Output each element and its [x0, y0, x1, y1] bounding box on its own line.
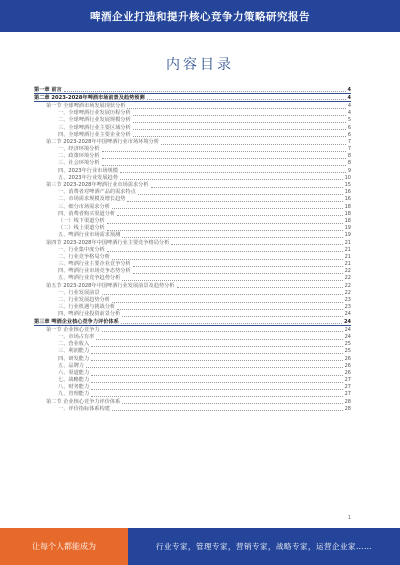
- toc-leader-dots: [86, 366, 343, 368]
- toc-row[interactable]: [34, 398, 351, 405]
- toc-label: 三、啤酒行业主要企业竞争分析: [58, 261, 131, 268]
- toc-page-number: 21: [344, 246, 351, 253]
- toc-label: 第四节 2023-2028年中国啤酒行业主要竞争格局分析: [46, 239, 170, 246]
- toc-page-number: 27: [344, 377, 351, 384]
- toc-label: 四、啤酒行业市场竞争态势分析: [58, 268, 131, 275]
- toc-leader-dots: [91, 388, 342, 390]
- toc-page-number: 4: [347, 102, 351, 109]
- toc-page-number: 27: [344, 391, 351, 398]
- toc-label: （一）线下渠道分析: [58, 217, 105, 224]
- toc-label: 二、政策环境分析: [58, 153, 100, 160]
- toc-row[interactable]: [34, 203, 351, 210]
- toc-row[interactable]: [34, 124, 351, 131]
- toc-row[interactable]: [34, 311, 351, 318]
- toc-page-number: 21: [344, 261, 351, 268]
- toc-row[interactable]: [34, 189, 351, 196]
- toc-label: 一、评价指标体系构建: [58, 405, 110, 412]
- toc-page-number: 15: [344, 182, 351, 189]
- toc-label: 七、战略能力: [58, 377, 90, 384]
- toc-row[interactable]: [34, 405, 351, 412]
- toc-row[interactable]: [34, 117, 351, 124]
- toc-leader-dots: [112, 301, 343, 303]
- toc-row[interactable]: [34, 110, 351, 117]
- toc-label: 八、财务能力: [58, 384, 90, 391]
- toc-row[interactable]: [34, 102, 351, 109]
- toc-leader-dots: [102, 157, 346, 159]
- toc-page-number: 8: [347, 160, 351, 167]
- toc-leader-dots: [91, 352, 342, 354]
- toc-leader-dots: [91, 345, 342, 347]
- toc-page-number: 9: [347, 167, 351, 174]
- toc-page-number: 21: [344, 253, 351, 260]
- toc-label: 六、渠道能力: [58, 369, 90, 376]
- toc-row[interactable]: [34, 326, 351, 333]
- toc-page-number: 7: [347, 146, 351, 153]
- toc-page-number: 18: [344, 210, 351, 217]
- toc-row[interactable]: [34, 369, 351, 376]
- toc-leader-dots: [133, 265, 343, 267]
- toc-row[interactable]: [34, 167, 351, 174]
- header-bar: [0, 0, 400, 32]
- toc-label: 三、利润能力: [58, 348, 90, 355]
- toc-page-number: 24: [344, 326, 351, 333]
- toc-leader-dots: [102, 164, 346, 166]
- toc-label: 第一节 企业核心竞争力: [46, 326, 100, 333]
- toc-page-number: 26: [344, 362, 351, 369]
- toc-label: 四、消费者购买渠道分析: [58, 210, 116, 217]
- toc-row[interactable]: [34, 261, 351, 268]
- toc-page-number: 16: [344, 196, 351, 203]
- toc-leader-dots: [91, 395, 342, 397]
- toc-row[interactable]: [34, 225, 351, 232]
- toc-page-number: 24: [344, 311, 351, 318]
- table-of-contents: [34, 86, 351, 412]
- toc-label: 一、行业集中度分析: [58, 246, 105, 253]
- toc-row[interactable]: [34, 355, 351, 362]
- toc-leader-dots: [127, 200, 342, 202]
- toc-leader-dots: [102, 150, 346, 152]
- toc-row[interactable]: [34, 282, 351, 289]
- toc-page-number: 28: [344, 398, 351, 405]
- footer-right-panel: [128, 528, 400, 565]
- toc-leader-dots: [122, 236, 342, 238]
- toc-row[interactable]: [34, 246, 351, 253]
- toc-page-number: 4: [347, 86, 351, 93]
- toc-label: 第二节 2023-2028年中国啤酒行业市场环境分析: [46, 138, 159, 145]
- toc-leader-dots: [91, 359, 342, 361]
- toc-leader-dots: [120, 171, 346, 173]
- toc-page-number: 22: [344, 282, 351, 289]
- toc-leader-dots: [117, 308, 343, 310]
- toc-row[interactable]: [34, 174, 351, 181]
- toc-leader-dots: [107, 229, 343, 231]
- toc-leader-dots: [133, 114, 346, 116]
- toc-label: 第三章 啤酒企业核心竞争力评价体系: [34, 318, 119, 325]
- toc-leader-dots: [133, 272, 343, 274]
- toc-row[interactable]: [34, 210, 351, 217]
- toc-label: 四、2023年行业市场规模: [58, 167, 118, 174]
- toc-row[interactable]: [34, 377, 351, 384]
- toc-row[interactable]: [34, 146, 351, 153]
- toc-row[interactable]: [34, 239, 351, 246]
- toc-label: 一、全球啤酒行业发展历程分析: [58, 110, 131, 117]
- toc-label: 第二章 2023-2028年啤酒市场前景及趋势预测: [34, 94, 145, 101]
- toc-page-number: 19: [344, 225, 351, 232]
- toc-leader-dots: [177, 286, 343, 288]
- toc-label: 二、营业收入: [58, 341, 90, 348]
- toc-leader-dots: [117, 214, 343, 216]
- toc-label: 一、行业发展前景: [58, 289, 100, 296]
- toc-label: 五、2023年行业发展趋势: [58, 174, 118, 181]
- toc-row[interactable]: [34, 362, 351, 369]
- toc-label: 第二节 企业核心竞争力评价体系: [46, 398, 121, 405]
- toc-leader-dots: [112, 409, 343, 411]
- report-title: 啤酒企业打造和提升核心竞争力策略研究报告: [90, 10, 310, 23]
- toc-page-number: 19: [344, 232, 351, 239]
- toc-row[interactable]: [34, 217, 351, 224]
- page-number: 1: [347, 515, 351, 521]
- toc-page-number: 26: [344, 369, 351, 376]
- toc-leader-dots: [138, 193, 343, 195]
- footer-right-text: 行业专家，管理专家，营销专家，战略专家，运营企业家……: [156, 542, 372, 551]
- toc-label: 三、全球啤酒行业主要区域分析: [58, 124, 131, 131]
- toc-page-number: 7: [347, 138, 351, 145]
- toc-leader-dots: [121, 322, 342, 324]
- toc-row[interactable]: [34, 138, 351, 145]
- toc-page-number: 24: [344, 318, 351, 325]
- toc-page-number: 16: [344, 189, 351, 196]
- toc-chapter-row[interactable]: [34, 318, 351, 325]
- toc-leader-dots: [122, 402, 342, 404]
- toc-label: 二、行业发展趋势分析: [58, 297, 110, 304]
- toc-page-number: 22: [344, 275, 351, 282]
- toc-page-number: 18: [344, 217, 351, 224]
- toc-leader-dots: [120, 178, 343, 180]
- toc-leader-dots: [91, 381, 342, 383]
- toc-leader-dots: [147, 98, 346, 100]
- toc-page-number: 28: [344, 405, 351, 412]
- toc-page-number: 23: [344, 304, 351, 311]
- toc-label: 第五节 2023-2028年中国啤酒行业发展前景及趋势分析: [46, 282, 175, 289]
- toc-row[interactable]: [34, 333, 351, 340]
- toc-label: 一、经济环境分析: [58, 146, 100, 153]
- toc-row[interactable]: [34, 384, 351, 391]
- toc-row[interactable]: [34, 196, 351, 203]
- toc-row[interactable]: [34, 131, 351, 138]
- toc-leader-dots: [96, 338, 342, 340]
- toc-label: 三、行业机遇与挑战分析: [58, 304, 116, 311]
- toc-label: 五、品牌力: [58, 362, 84, 369]
- toc-leader-dots: [102, 293, 343, 295]
- footer-left-panel: [0, 528, 128, 565]
- toc-row[interactable]: [34, 181, 351, 188]
- toc-row[interactable]: [34, 348, 351, 355]
- toc-page-number: 8: [347, 153, 351, 160]
- toc-chapter-row[interactable]: [34, 86, 351, 93]
- toc-leader-dots: [107, 250, 343, 252]
- toc-label: （二）线上渠道分析: [58, 225, 105, 232]
- toc-label: 四、啤酒行业投资前景分析: [58, 311, 121, 318]
- toc-page-number: 26: [344, 355, 351, 362]
- toc-leader-dots: [161, 143, 346, 145]
- toc-leader-dots: [91, 374, 342, 376]
- toc-leader-dots: [64, 90, 346, 92]
- toc-label: 一、消费者对啤酒产品的需求特点: [58, 189, 136, 196]
- toc-row[interactable]: [34, 268, 351, 275]
- toc-title: 内容目录: [166, 57, 234, 73]
- toc-page-number: 25: [344, 348, 351, 355]
- toc-label: 四、全球啤酒行业主要企业分析: [58, 131, 131, 138]
- toc-label: 二、行业竞争格局分析: [58, 253, 110, 260]
- toc-leader-dots: [133, 135, 346, 137]
- toc-page-number: 18: [344, 203, 351, 210]
- toc-row[interactable]: [34, 232, 351, 239]
- toc-leader-dots: [127, 107, 345, 109]
- footer-bar: [0, 528, 400, 565]
- toc-page-number: 10: [344, 174, 351, 181]
- toc-label: 四、研发能力: [58, 355, 90, 362]
- toc-row[interactable]: [34, 391, 351, 398]
- toc-leader-dots: [102, 330, 343, 332]
- toc-label: 第一节 全球啤酒市场发展现状分析: [46, 102, 126, 109]
- toc-page-number: 4: [347, 94, 351, 101]
- toc-label: 五、啤酒行业市场需求预测: [58, 232, 121, 239]
- toc-row[interactable]: [34, 153, 351, 160]
- toc-label: 二、全球啤酒行业发展规模分析: [58, 117, 131, 124]
- footer-left-text: 让每个人都能成为: [32, 542, 96, 551]
- toc-page-number: 27: [344, 384, 351, 391]
- toc-leader-dots: [151, 186, 343, 188]
- toc-page-number: 5: [347, 117, 351, 124]
- toc-page-number: 22: [344, 268, 351, 275]
- toc-leader-dots: [112, 258, 343, 260]
- toc-page-number: 24: [344, 333, 351, 340]
- toc-row[interactable]: [34, 304, 351, 311]
- toc-page-number: 21: [344, 239, 351, 246]
- toc-page-number: 6: [347, 124, 351, 131]
- toc-row[interactable]: [34, 341, 351, 348]
- toc-row[interactable]: [34, 275, 351, 282]
- toc-leader-dots: [122, 315, 342, 317]
- toc-row[interactable]: [34, 296, 351, 303]
- toc-page-number: 23: [344, 297, 351, 304]
- toc-page-number: 4: [347, 110, 351, 117]
- toc-leader-dots: [171, 243, 342, 245]
- toc-leader-dots: [122, 279, 342, 281]
- toc-label: 二、市场需求规模及增长趋势: [58, 196, 126, 203]
- toc-chapter-row[interactable]: [34, 94, 351, 101]
- toc-label: 一、市场占有率: [58, 333, 95, 340]
- toc-page-number: 6: [347, 131, 351, 138]
- toc-leader-dots: [133, 128, 346, 130]
- toc-row[interactable]: [34, 253, 351, 260]
- toc-label: 第三节 2023-2028年啤酒行业市场需求分析: [46, 182, 149, 189]
- toc-leader-dots: [112, 207, 343, 209]
- toc-label: 五、啤酒行业竞争趋势分析: [58, 275, 121, 282]
- toc-row[interactable]: [34, 160, 351, 167]
- toc-label: 第一章 前言: [34, 86, 62, 93]
- toc-page-number: 25: [344, 341, 351, 348]
- toc-label: 三、细分市场需求分析: [58, 203, 110, 210]
- toc-page-number: 22: [344, 289, 351, 296]
- toc-row[interactable]: [34, 289, 351, 296]
- toc-label: 三、社会环境分析: [58, 160, 100, 167]
- toc-leader-dots: [133, 121, 346, 123]
- toc-label: 九、管理能力: [58, 391, 90, 398]
- toc-leader-dots: [107, 222, 343, 224]
